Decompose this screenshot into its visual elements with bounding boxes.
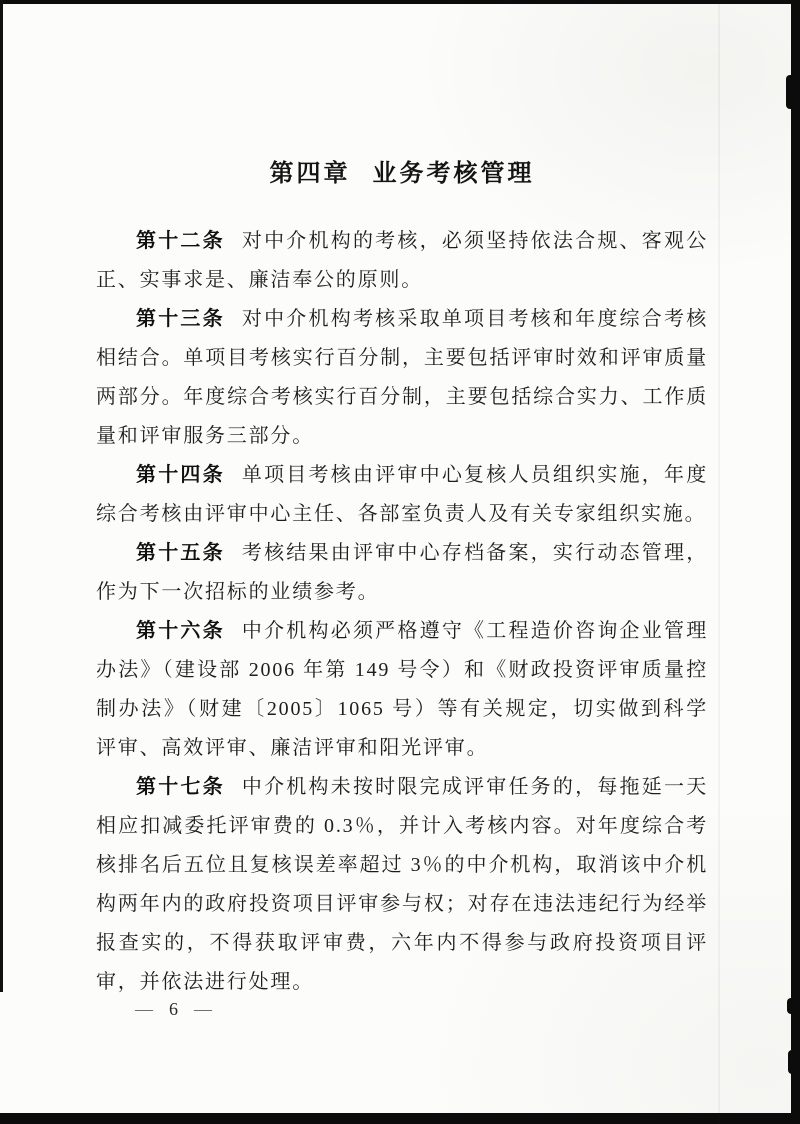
article-15 [96, 534, 708, 612]
article-12-number: 第十二条 [136, 230, 225, 252]
article-12 [96, 222, 708, 300]
scan-edge-artifact [786, 75, 794, 109]
chapter-title: 业务考核管理 [372, 160, 535, 187]
article-16 [96, 612, 708, 768]
scan-edge-left [0, 0, 3, 992]
chapter-number: 第四章 [269, 160, 351, 187]
article-14 [96, 456, 708, 534]
article-17 [96, 768, 708, 1002]
scan-edge-artifact [787, 998, 794, 1014]
article-14-text: 单项目考核由评审中心复核人员组织实施，年度综合考核由评审中心主任、各部室负责人及有关专家组织实施。 [96, 464, 708, 525]
article-13 [96, 300, 708, 456]
scan-edge-top [0, 0, 800, 4]
page-number [121, 996, 224, 1022]
document-content [96, 153, 708, 1002]
article-13-text: 对中介机构考核采取单项目考核和年度综合考核相结合。单项目考核实行百分制，主要包括评审时效和评审质量两部分。年度综合考核实行百分制，主要包括综合实力、工作质量和评审服务三部分。 [96, 308, 708, 447]
article-15-number: 第十五条 [136, 542, 225, 564]
document-body [96, 222, 708, 1002]
article-17-number: 第十七条 [136, 776, 225, 798]
chapter-heading [96, 153, 708, 188]
article-12-text: 对中介机构的考核，必须坚持依法合规、客观公正、实事求是、廉洁奉公的原则。 [96, 230, 708, 291]
article-17-text: 中介机构未按时限完成评审任务的，每拖延一天相应扣减委托评审费的 0.3％，并计入考核内容。对年度综合考核排名后五位且复核误差率超过 3％的中介机构，取消该中介机构两年内的政府投资项目评审参与权；对存在违法违纪行为经举报查实的，不得获取评审费，六年内不得参与政府投资项目评审，并依法进行处理。 [96, 776, 708, 993]
article-13-number: 第十三条 [136, 308, 225, 330]
page-crease-line [718, 0, 720, 1124]
scan-edge-right [791, 0, 800, 1124]
article-15-text: 考核结果由评审中心存档备案，实行动态管理，作为下一次招标的业绩参考。 [96, 542, 708, 603]
page-number-dash-right: — [194, 999, 210, 1019]
article-14-number: 第十四条 [136, 464, 225, 486]
article-16-number: 第十六条 [136, 620, 225, 642]
page-number-dash-left: — [135, 999, 155, 1019]
page-number-value: 6 [169, 999, 180, 1019]
scan-edge-artifact [788, 1050, 794, 1074]
article-16-text: 中介机构必须严格遵守《工程造价咨询企业管理办法》（建设部 2006 年第 149 号令）和《财政投资评审质量控制办法》（财建〔2005〕1065 号）等有关规定，切实做到科学评审、高效评审、廉洁评审和阳光评审。 [96, 620, 708, 759]
scan-edge-bottom [0, 1113, 800, 1124]
